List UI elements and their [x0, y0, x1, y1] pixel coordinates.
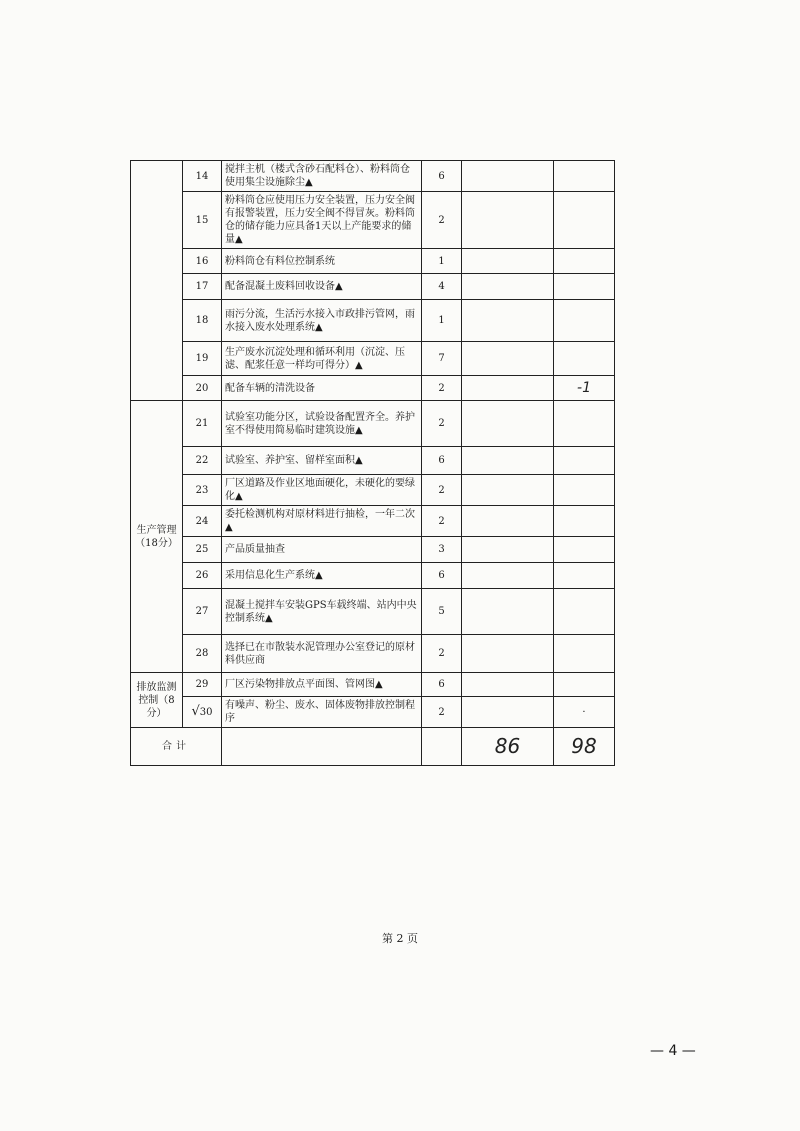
- row-description: 厂区道路及作业区地面硬化，未硬化的要绿化▲: [222, 475, 422, 506]
- category-production: 生产管理（18分）: [131, 401, 183, 673]
- row-score-2: [554, 563, 615, 589]
- total-empty-desc: [222, 728, 422, 766]
- total-row: [131, 728, 615, 766]
- row-score-2: [554, 300, 615, 342]
- row-description: 搅拌主机（楼式含砂石配料仓）、粉料筒仓使用集尘设施除尘▲: [222, 161, 422, 192]
- row-number: 29: [183, 673, 222, 697]
- row-points: 2: [422, 506, 462, 537]
- row-description: 配备车辆的清洗设备: [222, 376, 422, 401]
- row-score-2: [554, 161, 615, 192]
- row-number: 15: [183, 192, 222, 249]
- row-description: 生产废水沉淀处理和循环利用（沉淀、压滤、配浆任意一样均可得分）▲: [222, 342, 422, 376]
- table-row: [131, 300, 615, 342]
- row-description: 粉料筒仓应使用压力安全装置，压力安全阀有报警装置，压力安全阀不得冒灰。粉料筒仓的储存能力应具备1天以上产能要求的储量▲: [222, 192, 422, 249]
- category-emission: 排放监测控制（8分）: [131, 673, 183, 728]
- table-row: [131, 589, 615, 635]
- table-row: [131, 342, 615, 376]
- row-points: 6: [422, 447, 462, 475]
- row-score-1: [462, 697, 554, 728]
- table-row: [131, 506, 615, 537]
- row-score-2: ·: [554, 697, 615, 728]
- check-mark: √: [191, 704, 200, 719]
- row-points: 2: [422, 401, 462, 447]
- row-points: 3: [422, 537, 462, 563]
- row-score-2: [554, 589, 615, 635]
- row-number: 28: [183, 635, 222, 673]
- row-score-1: [462, 342, 554, 376]
- table-row: [131, 635, 615, 673]
- row-number: 23: [183, 475, 222, 506]
- row-score-2: [554, 635, 615, 673]
- row-score-1: [462, 475, 554, 506]
- row-number: 21: [183, 401, 222, 447]
- row-number: 30: [199, 707, 213, 718]
- table-row: [131, 249, 615, 274]
- row-score-1: [462, 447, 554, 475]
- row-points: 2: [422, 635, 462, 673]
- row-number: 19: [183, 342, 222, 376]
- row-points: 2: [422, 475, 462, 506]
- row-score-1: [462, 563, 554, 589]
- row-score-1: [462, 192, 554, 249]
- handwritten-total-score-2: 98: [554, 728, 615, 766]
- row-score-2: [554, 475, 615, 506]
- row-description: 试验室功能分区，试验设备配置齐全。养护室不得使用简易临时建筑设施▲: [222, 401, 422, 447]
- handwritten-total-score-1: 86: [462, 728, 554, 766]
- row-score-1: [462, 589, 554, 635]
- row-description: 雨污分流，生活污水接入市政排污管网，雨水接入废水处理系统▲: [222, 300, 422, 342]
- row-score-2: [554, 447, 615, 475]
- row-score-1: [462, 300, 554, 342]
- table-row: [131, 161, 615, 192]
- row-points: 2: [422, 376, 462, 401]
- table-row: [131, 537, 615, 563]
- row-points: 5: [422, 589, 462, 635]
- row-points: 2: [422, 697, 462, 728]
- row-description: 混凝土搅拌车安装GPS车载终端、站内中央控制系统▲: [222, 589, 422, 635]
- row-score-2: [554, 274, 615, 300]
- row-score-1: [462, 401, 554, 447]
- row-points: 4: [422, 274, 462, 300]
- table-row: [131, 475, 615, 506]
- row-number: 20: [183, 376, 222, 401]
- row-points: 1: [422, 300, 462, 342]
- row-score-1: [462, 161, 554, 192]
- row-number-checked: [183, 697, 222, 728]
- row-score-1: [462, 376, 554, 401]
- table-row: [131, 673, 615, 697]
- row-score-1: [462, 274, 554, 300]
- table-row: [131, 563, 615, 589]
- total-label: 合计: [131, 728, 222, 766]
- row-description: 配备混凝土废料回收设备▲: [222, 274, 422, 300]
- row-points: 1: [422, 249, 462, 274]
- row-score-1: [462, 673, 554, 697]
- row-description: 委托检测机构对原材料进行抽检，一年二次▲: [222, 506, 422, 537]
- row-description: 厂区污染物排放点平面图、管网图▲: [222, 673, 422, 697]
- row-score-1: [462, 249, 554, 274]
- category-cell-continued: [131, 161, 183, 401]
- row-description: 试验室、养护室、留样室面积▲: [222, 447, 422, 475]
- table-row: [131, 447, 615, 475]
- row-score-2: [554, 537, 615, 563]
- row-description: 产品质量抽查: [222, 537, 422, 563]
- table-row: [131, 274, 615, 300]
- page-footer: — 4 —: [650, 1043, 696, 1059]
- row-score-1: [462, 506, 554, 537]
- table-row: [131, 697, 615, 728]
- row-score-1: [462, 635, 554, 673]
- row-description: 选择已在市散装水泥管理办公室登记的原材料供应商: [222, 635, 422, 673]
- table-row: [131, 401, 615, 447]
- row-number: 24: [183, 506, 222, 537]
- handwritten-deduction: -1: [554, 376, 615, 401]
- row-points: 6: [422, 161, 462, 192]
- row-description: 粉料筒仓有料位控制系统: [222, 249, 422, 274]
- row-score-2: [554, 342, 615, 376]
- row-score-2: [554, 249, 615, 274]
- row-score-2: [554, 401, 615, 447]
- row-number: 22: [183, 447, 222, 475]
- row-number: 18: [183, 300, 222, 342]
- table-row: [131, 192, 615, 249]
- row-description: 有噪声、粉尘、废水、固体废物排放控制程序: [222, 697, 422, 728]
- total-empty-points: [422, 728, 462, 766]
- row-points: 6: [422, 563, 462, 589]
- row-number: 16: [183, 249, 222, 274]
- row-score-2: [554, 673, 615, 697]
- row-score-2: [554, 506, 615, 537]
- row-number: 14: [183, 161, 222, 192]
- score-table: [130, 160, 615, 766]
- row-number: 17: [183, 274, 222, 300]
- page-label: 第 2 页: [382, 932, 418, 945]
- row-number: 27: [183, 589, 222, 635]
- row-points: 2: [422, 192, 462, 249]
- row-points: 6: [422, 673, 462, 697]
- row-score-2: [554, 192, 615, 249]
- row-description: 采用信息化生产系统▲: [222, 563, 422, 589]
- row-score-1: [462, 537, 554, 563]
- row-number: 25: [183, 537, 222, 563]
- table-row: [131, 376, 615, 401]
- row-number: 26: [183, 563, 222, 589]
- row-points: 7: [422, 342, 462, 376]
